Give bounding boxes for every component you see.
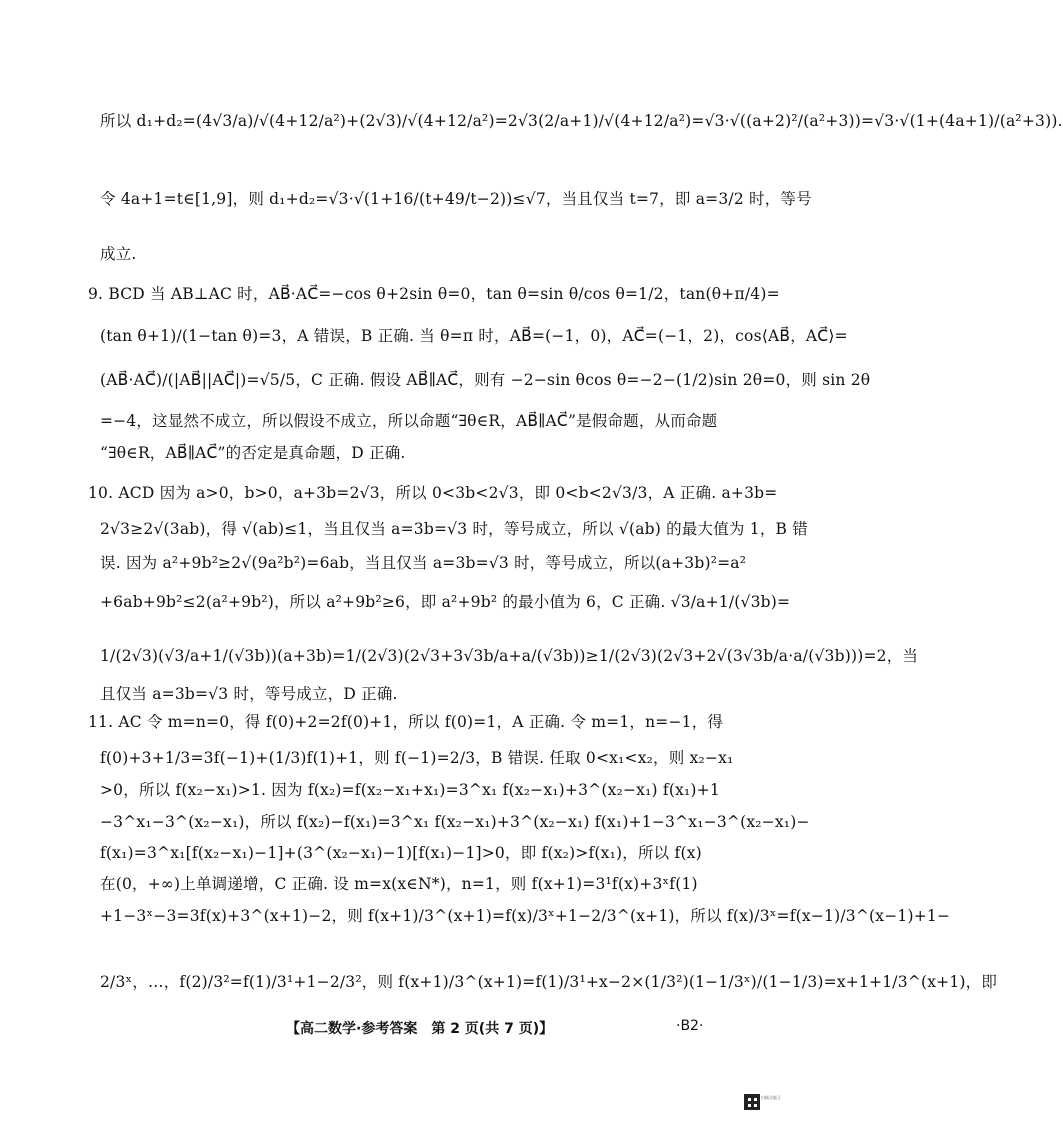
text-line: 且仅当 a=3b=√3 时，等号成立，D 正确. (100, 685, 398, 703)
text-line: 令 4a+1=t∈[1,9]，则 d₁+d₂=√3·√(1+16/(t+49/t−2))≤√7，当且仅当 t=7，即 a=3/2 时，等号 (100, 190, 812, 208)
text-line: 2/3ˣ，…，f(2)/3²=f(1)/3¹+1−2/3²，则 f(x+1)/3^(x+1)=f(1)/3¹+x−2×(1/3²)(1−1/3ˣ)/(1−1/3)=x+1+1/3^(x+1)，即 (100, 973, 998, 991)
text-line: 2√3≥2√(3ab)，得 √(ab)≤1，当且仅当 a=3b=√3 时，等号成立，所以 √(ab) 的最大值为 1，B 错 (100, 520, 808, 538)
page-footer (0, 1014, 800, 1042)
text-line: 1/(2√3)(√3/a+1/(√3b))(a+3b)=1/(2√3)(2√3+3√3b/a+a/(√3b))≥1/(2√3)(2√3+2√(3√3b/a·a/(√3b)))=2，当 (100, 647, 919, 665)
text-line: 成立. (100, 245, 137, 263)
footer-page-code: ·B2· (676, 1018, 704, 1034)
text-line: +1−3ˣ−3=3f(x)+3^(x+1)−2，则 f(x+1)/3^(x+1)=f(x)/3ˣ+1−2/3^(x+1)，所以 f(x)/3ˣ=f(x−1)/3^(x−1)+1− (100, 907, 951, 925)
text-line: (AB⃗·AC⃗)/(|AB⃗||AC⃗|)=√5/5，C 正确. 假设 AB⃗∥AC⃗，则有 −2−sin θcos θ=−2−(1/2)sin 2θ=0，则 sin 2θ (100, 371, 871, 389)
text-line: 11. AC 令 m=n=0，得 f(0)+2=2f(0)+1，所以 f(0)=1，A 正确. 令 m=1，n=−1，得 (88, 713, 724, 731)
text-line: 10. ACD 因为 a>0，b>0，a+3b=2√3，所以 0<3b<2√3，即 0<b<2√3/3，A 正确. a+3b= (88, 484, 778, 502)
text-line: 9. BCD 当 AB⊥AC 时，AB⃗·AC⃗=−cos θ+2sin θ=0，tan θ=sin θ/cos θ=1/2，tan(θ+π/4)= (88, 285, 780, 303)
text-line: 在(0，+∞)上单调递增，C 正确. 设 m=x(x∈N*)，n=1，则 f(x+1)=3¹f(x)+3ˣf(1) (100, 875, 698, 893)
text-line: f(0)+3+1/3=3f(−1)+(1/3)f(1)+1，则 f(−1)=2/3，B 错误. 任取 0<x₁<x₂，则 x₂−x₁ (100, 749, 734, 767)
text-line: f(x₁)=3^x₁[f(x₂−x₁)−1]+(3^(x₂−x₁)−1)[f(x₁)−1]>0，即 f(x₂)>f(x₁)，所以 f(x) (100, 844, 702, 862)
text-line: −3^x₁−3^(x₂−x₁)，所以 f(x₂)−f(x₁)=3^x₁ f(x₂−x₁)+3^(x₂−x₁) f(x₁)+1−3^x₁−3^(x₂−x₁)− (100, 813, 810, 831)
qr-code-icon (744, 1094, 760, 1110)
text-line: +6ab+9b²≤2(a²+9b²)，所以 a²+9b²≥6，即 a²+9b² 的最小值为 6，C 正确. √3/a+1/(√3b)= (100, 593, 791, 611)
text-line: >0，所以 f(x₂−x₁)>1. 因为 f(x₂)=f(x₂−x₁+x₁)=3^x₁ f(x₂−x₁)+3^(x₂−x₁) f(x₁)+1 (100, 781, 720, 799)
text-line: 误. 因为 a²+9b²≥2√(9a²b²)=6ab，当且仅当 a=3b=√3 时，等号成立，所以(a+3b)²=a² (100, 554, 747, 572)
scanner-watermark: 扫描全能王 (761, 1095, 781, 1100)
text-line: 所以 d₁+d₂=(4√3/a)/√(4+12/a²)+(2√3)/√(4+12/a²)=2√3(2/a+1)/√(4+12/a²)=√3·√((a+2)²/(a²+3))=√3·√(1+(4a+1)/(a²+3)). (100, 112, 1063, 130)
footer-title: 【高二数学·参考答案 第 2 页(共 7 页)】 (286, 1021, 554, 1037)
text-line: “∃θ∈R，AB⃗∥AC⃗”的否定是真命题，D 正确. (100, 444, 406, 462)
text-line: =−4，这显然不成立，所以假设不成立，所以命题“∃θ∈R，AB⃗∥AC⃗”是假命题，从而命题 (100, 412, 718, 430)
text-line: (tan θ+1)/(1−tan θ)=3，A 错误，B 正确. 当 θ=π 时，AB⃗=(−1，0)，AC⃗=(−1，2)，cos⟨AB⃗，AC⃗⟩= (100, 327, 848, 345)
